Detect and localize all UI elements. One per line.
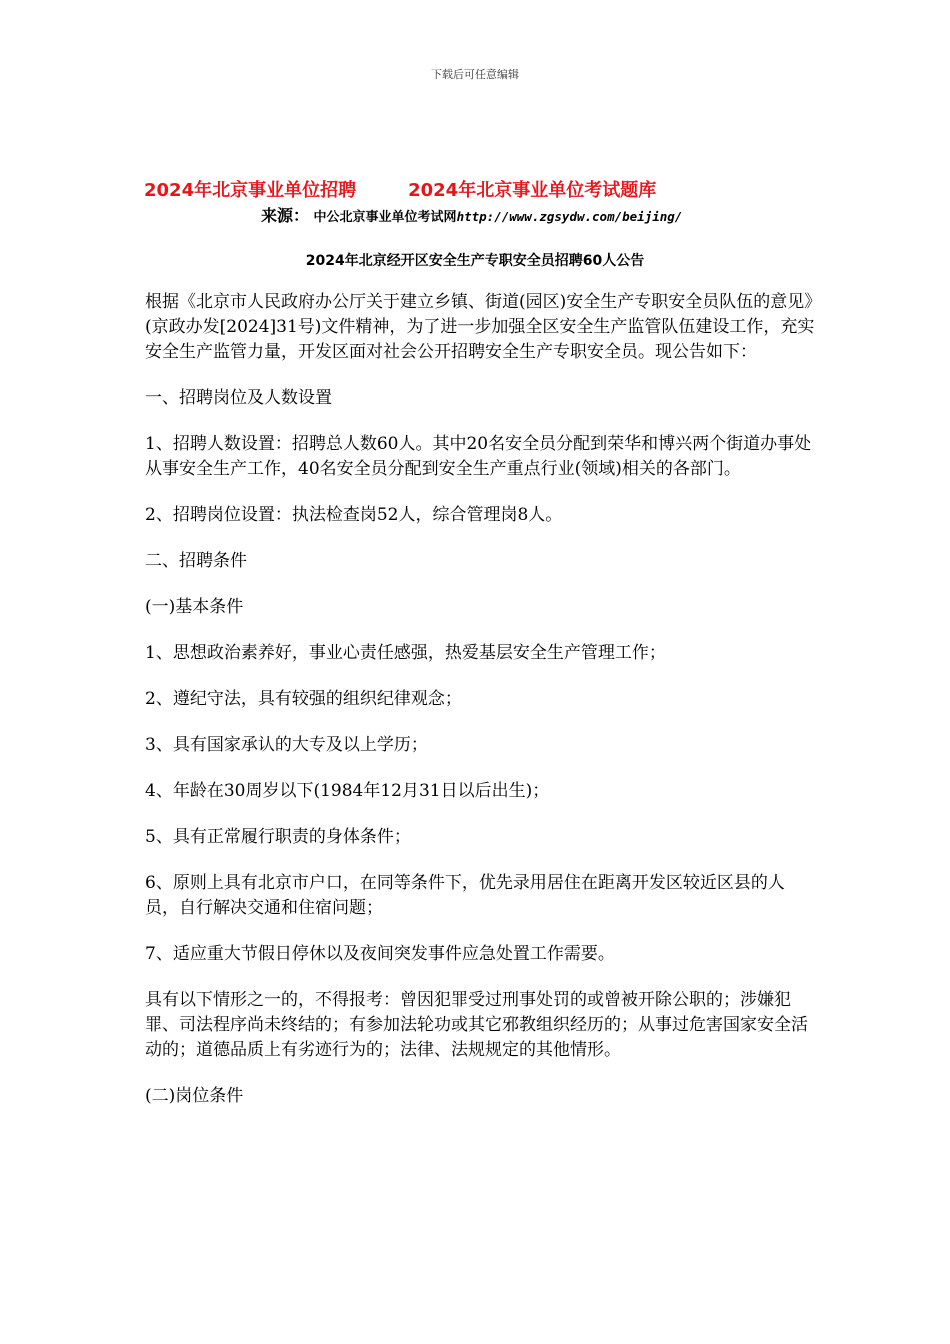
subsection-heading: (二)岗位条件 xyxy=(145,1086,244,1106)
list-item: 2、遵纪守法，具有较强的组织纪律观念； xyxy=(145,689,462,709)
list-item: 5、具有正常履行职责的身体条件； xyxy=(145,827,411,847)
list-item: 7、适应重大节假日停休以及夜间突发事件应急处置工作需要。 xyxy=(145,944,615,964)
promo-links xyxy=(144,176,656,202)
document-title: 2024年北京经开区安全生产专职安全员招聘60人公告 xyxy=(305,253,645,269)
source-site[interactable]: 中公北京事业单位考试网 xyxy=(313,210,457,225)
source-label: 来源： xyxy=(261,206,310,225)
paragraph: 具有以下情形之一的，不得报考：曾因犯罪受过刑事处罚的或曾被开除公职的；涉嫌犯罪、司法程序尚未终结的；有参加法轮功或其它邪教组织经历的；从事过危害国家安全活动的；道德品质上有劣迹行为的；法律、法规规定的其他情形。 xyxy=(145,990,808,1060)
list-item: 3、具有国家承认的大专及以上学历； xyxy=(145,735,428,755)
page-header-note: 下载后可任意编辑 xyxy=(431,68,519,81)
link-recruit[interactable]: 2024年北京事业单位招聘 xyxy=(144,180,357,201)
list-item: 1、思想政治素养好，事业心责任感强，热爱基层安全生产管理工作； xyxy=(145,643,666,663)
section-heading: 二、招聘条件 xyxy=(145,551,247,571)
document-body xyxy=(145,290,815,1130)
link-exam-bank[interactable]: 2024年北京事业单位考试题库 xyxy=(408,180,657,201)
subsection-heading: (一)基本条件 xyxy=(145,597,244,617)
paragraph: 2、招聘岗位设置：执法检查岗52人，综合管理岗8人。 xyxy=(145,505,563,525)
section-heading: 一、招聘岗位及人数设置 xyxy=(145,388,332,408)
source-url[interactable]: http://www.zgsydw.com/beijing/ xyxy=(456,209,683,224)
list-item: 6、原则上具有北京市户口，在同等条件下，优先录用居住在距离开发区较近区县的人员，自行解决交通和住宿问题； xyxy=(145,873,785,918)
paragraph: 根据《北京市人民政府办公厅关于建立乡镇、街道(园区)安全生产专职安全员队伍的意见》(京政办发[2024]31号)文件精神，为了进一步加强全区安全生产监管队伍建设工作，充实安全生产监管力量，开发区面对社会公开招聘安全生产专职安全员。现公告如下： xyxy=(145,292,815,362)
source-line xyxy=(261,203,682,226)
list-item: 4、年龄在30周岁以下(1984年12月31日以后出生)； xyxy=(145,781,550,801)
paragraph: 1、招聘人数设置：招聘总人数60人。其中20名安全员分配到荣华和博兴两个街道办事处从事安全生产工作，40名安全员分配到安全生产重点行业(领域)相关的各部门。 xyxy=(145,434,812,479)
